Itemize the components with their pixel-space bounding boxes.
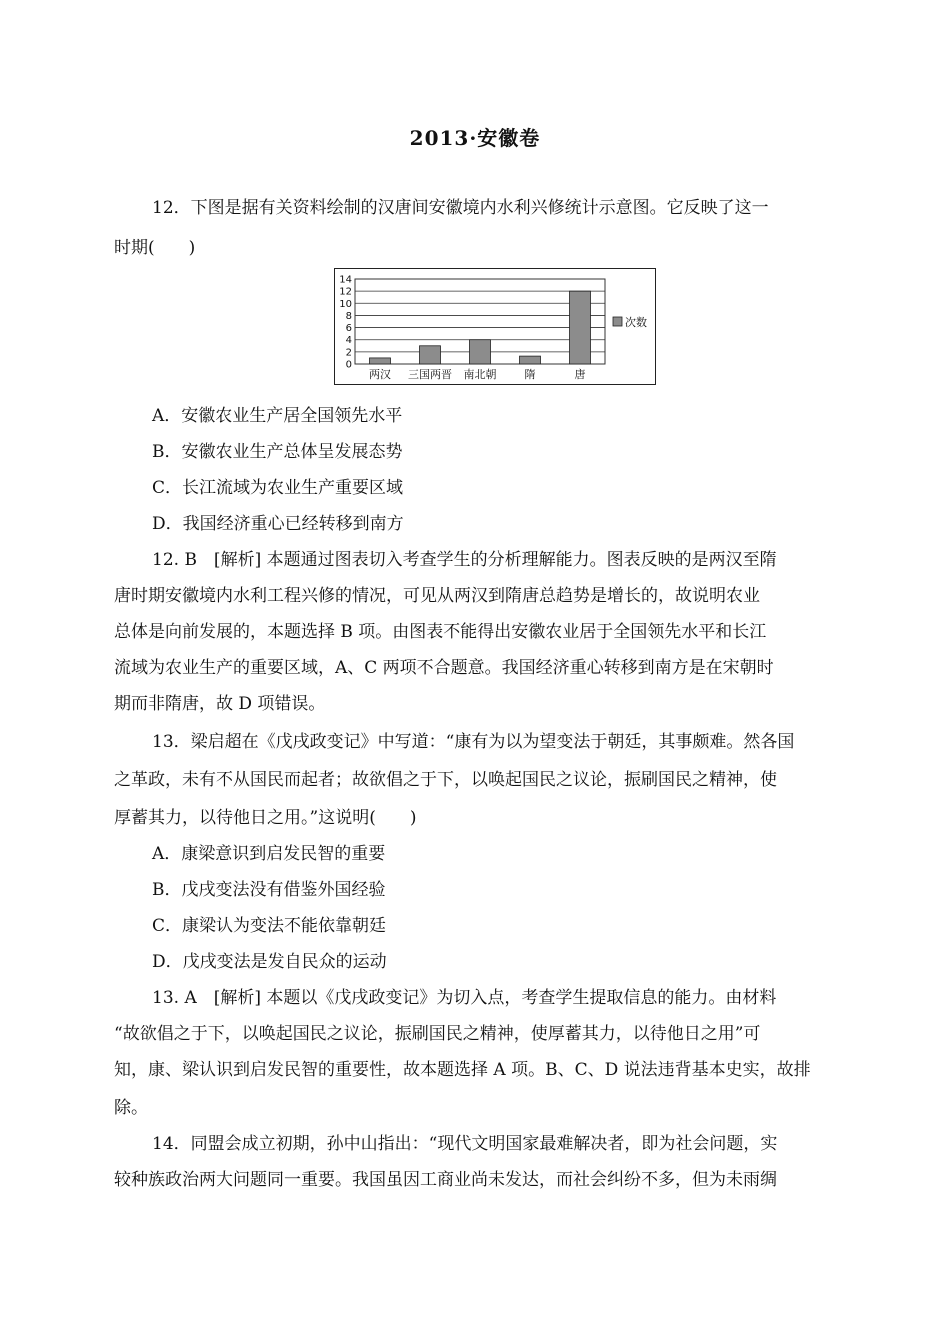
q14-stem-line2: 较种族政治两大问题同一重要。我国虽因工商业尚未发达，而社会纠纷不多，但为未雨绸 xyxy=(114,1170,777,1190)
q12-answer-line5: 期而非隋唐，故 D 项错误。 xyxy=(114,694,326,714)
q12-answer-line3: 总体是向前发展的，本题选择 B 项。由图表不能得出安徽农业居于全国领先水平和长江 xyxy=(114,622,767,642)
y-tick-label: 12 xyxy=(339,286,352,298)
bar-2 xyxy=(470,340,491,364)
q13-option-c: C．康梁认为变法不能依靠朝廷 xyxy=(152,916,387,936)
legend-label: 次数 xyxy=(625,316,647,329)
x-tick-label: 南北朝 xyxy=(463,368,497,381)
bar-1 xyxy=(420,346,441,364)
x-tick-label: 隋 xyxy=(524,368,536,381)
legend-swatch xyxy=(613,317,622,326)
q12-option-b: B．安徽农业生产总体呈发展态势 xyxy=(152,442,403,462)
q13-stem-line3: 厚蓄其力，以待他日之用。”这说明( ) xyxy=(114,808,417,828)
x-tick-label: 唐 xyxy=(574,368,586,381)
q12-answer-line4: 流域为农业生产的重要区域，A、C 两项不合题意。我国经济重心转移到南方是在宋朝时 xyxy=(114,658,774,678)
x-tick-label: 三国两晋 xyxy=(408,368,452,381)
y-tick-label: 6 xyxy=(345,323,352,335)
q12-option-d: D．我国经济重心已经转移到南方 xyxy=(152,514,404,534)
q13-option-b: B．戊戌变法没有借鉴外国经验 xyxy=(152,880,386,900)
bar-4 xyxy=(570,291,591,364)
y-tick-label: 14 xyxy=(339,274,352,286)
q12-option-a: A．安徽农业生产居全国领先水平 xyxy=(152,406,403,426)
page-title: 2013·安徽卷 xyxy=(409,126,541,150)
q12-option-c: C．长江流域为农业生产重要区域 xyxy=(152,478,404,498)
q13-answer-line4: 除。 xyxy=(114,1098,148,1118)
q14-stem-line1: 14．同盟会成立初期，孙中山指出：“现代文明国家最难解决者，即为社会问题，实 xyxy=(152,1134,778,1154)
q13-stem-line1: 13．梁启超在《戊戌政变记》中写道：“康有为以为望变法于朝廷，其事颇难。然各国 xyxy=(152,732,795,752)
q13-answer-line2: “故欲倡之于下，以唤起国民之议论，振刷国民之精神，使厚蓄其力，以待他日之用”可 xyxy=(114,1024,761,1044)
y-tick-label: 8 xyxy=(345,310,352,322)
chart-svg xyxy=(335,269,655,384)
bar-0 xyxy=(370,358,391,364)
y-tick-label: 2 xyxy=(345,347,352,359)
y-tick-label: 10 xyxy=(339,298,352,310)
x-tick-label: 两汉 xyxy=(369,368,391,381)
q12-answer-line1: 12. B [解析] 本题通过图表切入考查学生的分析理解能力。图表反映的是两汉至隋 xyxy=(152,550,777,570)
bar-3 xyxy=(520,356,541,364)
q13-option-a: A．康梁意识到启发民智的重要 xyxy=(152,844,386,864)
q12-stem-line1: 12．下图是据有关资料绘制的汉唐间安徽境内水利兴修统计示意图。它反映了这一 xyxy=(152,198,769,218)
q13-answer-line1: 13. A [解析] 本题以《戊戌政变记》为切入点，考查学生提取信息的能力。由材料 xyxy=(152,988,777,1008)
q12-answer-line2: 唐时期安徽境内水利工程兴修的情况，可见从两汉到隋唐总趋势是增长的，故说明农业 xyxy=(114,586,760,606)
bar-chart xyxy=(334,268,656,385)
q13-stem-line2: 之革政，未有不从国民而起者；故欲倡之于下，以唤起国民之议论，振刷国民之精神，使 xyxy=(114,770,777,790)
q13-option-d: D．戊戌变法是发自民众的运动 xyxy=(152,952,387,972)
q12-stem-line2: 时期( ) xyxy=(114,238,196,258)
y-tick-label: 0 xyxy=(345,359,352,371)
q13-answer-line3: 知，康、梁认识到启发民智的重要性，故本题选择 A 项。B、C、D 说法违背基本史实，故排 xyxy=(114,1060,811,1080)
y-tick-label: 4 xyxy=(345,335,352,347)
